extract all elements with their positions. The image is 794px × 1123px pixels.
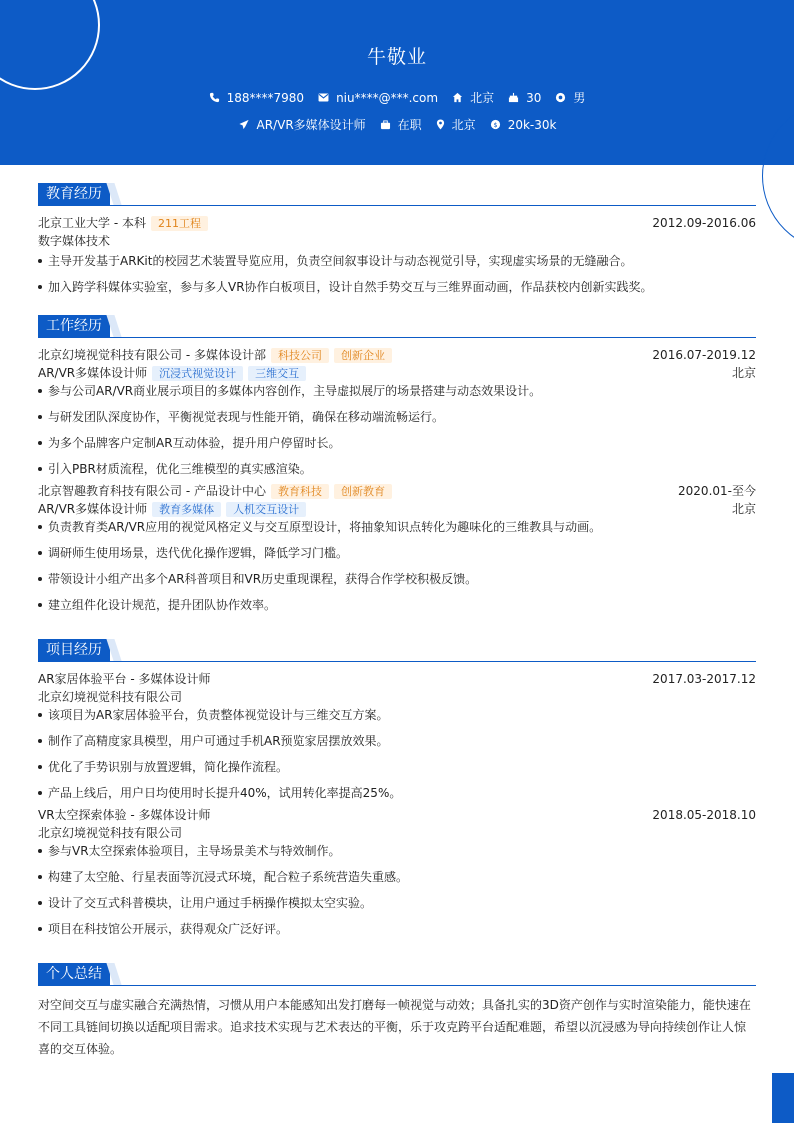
education-entry-header xyxy=(38,214,756,232)
school-name: 北京工业大学 - 本科 xyxy=(38,216,146,230)
position-name: AR/VR多媒体设计师 xyxy=(38,366,148,380)
list-item: 与研发团队深度协作，平衡视觉表现与性能开销，确保在移动端流畅运行。 xyxy=(38,408,756,434)
list-item: 设计了交互式科普模块，让用户通过手柄操作模拟太空实验。 xyxy=(38,894,756,920)
list-item: 调研师生使用场景，迭代优化操作逻辑，降低学习门槛。 xyxy=(38,544,756,570)
city-text: 北京 xyxy=(470,91,495,105)
phone-text: 188****7980 xyxy=(226,90,305,105)
section-title: 工作经历 xyxy=(38,315,110,337)
target-city-item xyxy=(436,116,476,133)
major: 数字媒体技术 xyxy=(38,234,111,248)
target-position-item xyxy=(238,116,366,133)
project-entry xyxy=(38,806,756,946)
project-entry xyxy=(38,670,756,806)
work-entry-header xyxy=(38,482,756,500)
list-item: 引入PBR材质流程，优化三维模型的真实感渲染。 xyxy=(38,460,756,482)
home-icon xyxy=(452,92,463,103)
work-date: 2016.07-2019.12 xyxy=(652,348,756,362)
decorative-corner-block xyxy=(772,1073,794,1123)
salary-icon xyxy=(490,119,501,130)
list-item: 优化了手势识别与放置逻辑，简化操作流程。 xyxy=(38,758,756,784)
work-position-row xyxy=(38,364,756,382)
section-title: 个人总结 xyxy=(38,963,110,985)
email-icon xyxy=(318,93,329,102)
list-item: 负责教育类AR/VR应用的视觉风格定义与交互原型设计，将抽象知识点转化为趣味化的三维教具与动画。 xyxy=(38,518,756,544)
company-tag: 教育科技 xyxy=(271,484,329,499)
work-position-row xyxy=(38,500,756,518)
list-item: 产品上线后，用户日均使用时长提升40%，试用转化率提高25%。 xyxy=(38,784,756,806)
work-entry xyxy=(38,346,756,482)
project-entry-header xyxy=(38,806,756,824)
section-title: 项目经历 xyxy=(38,639,110,661)
age-text: 30 xyxy=(526,90,542,105)
salary-text: 20k-30k xyxy=(507,117,557,132)
company-tag: 创新教育 xyxy=(334,484,392,499)
work-section xyxy=(38,315,756,622)
list-item: 制作了高精度家具模型，用户可通过手机AR预览家居摆放效果。 xyxy=(38,732,756,758)
job-intent-row xyxy=(0,116,794,133)
salary-item xyxy=(490,118,557,132)
gender-text: 男 xyxy=(573,91,586,105)
position-name: AR/VR多媒体设计师 xyxy=(38,502,148,516)
list-item: 加入跨学科媒体实验室，参与多人VR协作白板项目，设计自然手势交互与三维界面动画，作品获校内创新实践奖。 xyxy=(38,278,756,304)
position-tag: 教育多媒体 xyxy=(152,502,221,517)
project-name: AR家居体验平台 - 多媒体设计师 xyxy=(38,672,211,686)
company-tag: 科技公司 xyxy=(271,348,329,363)
education-section xyxy=(38,183,756,304)
project-company: 北京幻境视觉科技有限公司 xyxy=(38,826,183,840)
company-name: 北京幻境视觉科技有限公司 - 多媒体设计部 xyxy=(38,348,266,362)
list-item: 参与VR太空探索体验项目，主导场景美术与特效制作。 xyxy=(38,842,756,868)
position-tag: 沉浸式视觉设计 xyxy=(152,366,243,381)
list-item: 该项目为AR家居体验平台，负责整体视觉设计与三维交互方案。 xyxy=(38,706,756,732)
section-header xyxy=(38,963,756,986)
list-item: 项目在科技馆公开展示，获得观众广泛好评。 xyxy=(38,920,756,946)
status-text: 在职 xyxy=(397,118,422,132)
work-entry xyxy=(38,482,756,622)
project-entry-header xyxy=(38,670,756,688)
list-item: 构建了太空舱、行星表面等沉浸式环境，配合粒子系统营造失重感。 xyxy=(38,868,756,894)
cake-icon xyxy=(508,92,519,103)
section-header xyxy=(38,315,756,338)
gender-icon xyxy=(555,92,566,103)
list-item: 参与公司AR/VR商业展示项目的多媒体内容创作，主导虚拟展厅的场景搭建与动态效果设计。 xyxy=(38,382,756,408)
contact-row xyxy=(0,89,794,106)
gender-item xyxy=(555,89,585,106)
list-item: 主导开发基于ARKit的校园艺术装置导览应用，负责空间叙事设计与动态视觉引导，实现虚实场景的无缝融合。 xyxy=(38,252,756,278)
project-date: 2018.05-2018.10 xyxy=(652,808,756,822)
education-date: 2012.09-2016.06 xyxy=(652,216,756,230)
phone-item xyxy=(209,91,304,105)
target-position-text: AR/VR多媒体设计师 xyxy=(256,118,366,132)
summary-text: 对空间交互与虚实融合充满热情，习惯从用户本能感知出发打磨每一帧视觉与动效；具备扎实的3D资产创作与实时渲染能力，能快速在不同工具链间切换以适配项目需求。追求技术实现与艺术表达的平衡，乐于攻克跨平台适配难题，希望以沉浸感为导向持续创作让人惊喜的交互体验。 xyxy=(38,998,751,1056)
resume-header xyxy=(0,0,794,165)
phone-icon xyxy=(209,92,220,103)
company-name: 北京智趣教育科技有限公司 - 产品设计中心 xyxy=(38,484,266,498)
age-item xyxy=(508,91,541,105)
section-header xyxy=(38,183,756,206)
work-entry-header xyxy=(38,346,756,364)
project-name: VR太空探索体验 - 多媒体设计师 xyxy=(38,808,211,822)
summary-section xyxy=(38,963,756,1060)
send-icon xyxy=(238,119,250,130)
company-tag: 创新企业 xyxy=(334,348,392,363)
section-title: 教育经历 xyxy=(38,183,110,205)
email-item xyxy=(318,91,438,105)
project-company: 北京幻境视觉科技有限公司 xyxy=(38,690,183,704)
status-item xyxy=(380,116,422,133)
candidate-name: 牛敬业 xyxy=(366,46,427,68)
projects-section xyxy=(38,639,756,946)
target-city-text: 北京 xyxy=(451,118,476,132)
location-pin-icon xyxy=(436,119,445,130)
email-text: niu****@***.com xyxy=(336,90,439,105)
list-item: 带领设计小组产出多个AR科普项目和VR历史重现课程，获得合作学校积极反馈。 xyxy=(38,570,756,596)
section-header xyxy=(38,639,756,662)
school-tag: 211工程 xyxy=(151,216,208,231)
position-tag: 三维交互 xyxy=(248,366,306,381)
city-item xyxy=(452,89,494,106)
list-item: 为多个品牌客户定制AR互动体验，提升用户停留时长。 xyxy=(38,434,756,460)
svg-text:$: $ xyxy=(493,120,498,129)
project-date: 2017.03-2017.12 xyxy=(652,672,756,686)
work-location: 北京 xyxy=(731,502,756,516)
list-item: 建立组件化设计规范，提升团队协作效率。 xyxy=(38,596,756,622)
position-tag: 人机交互设计 xyxy=(226,502,306,517)
work-location: 北京 xyxy=(731,366,756,380)
briefcase-icon xyxy=(380,120,391,130)
work-date: 2020.01-至今 xyxy=(678,484,756,498)
